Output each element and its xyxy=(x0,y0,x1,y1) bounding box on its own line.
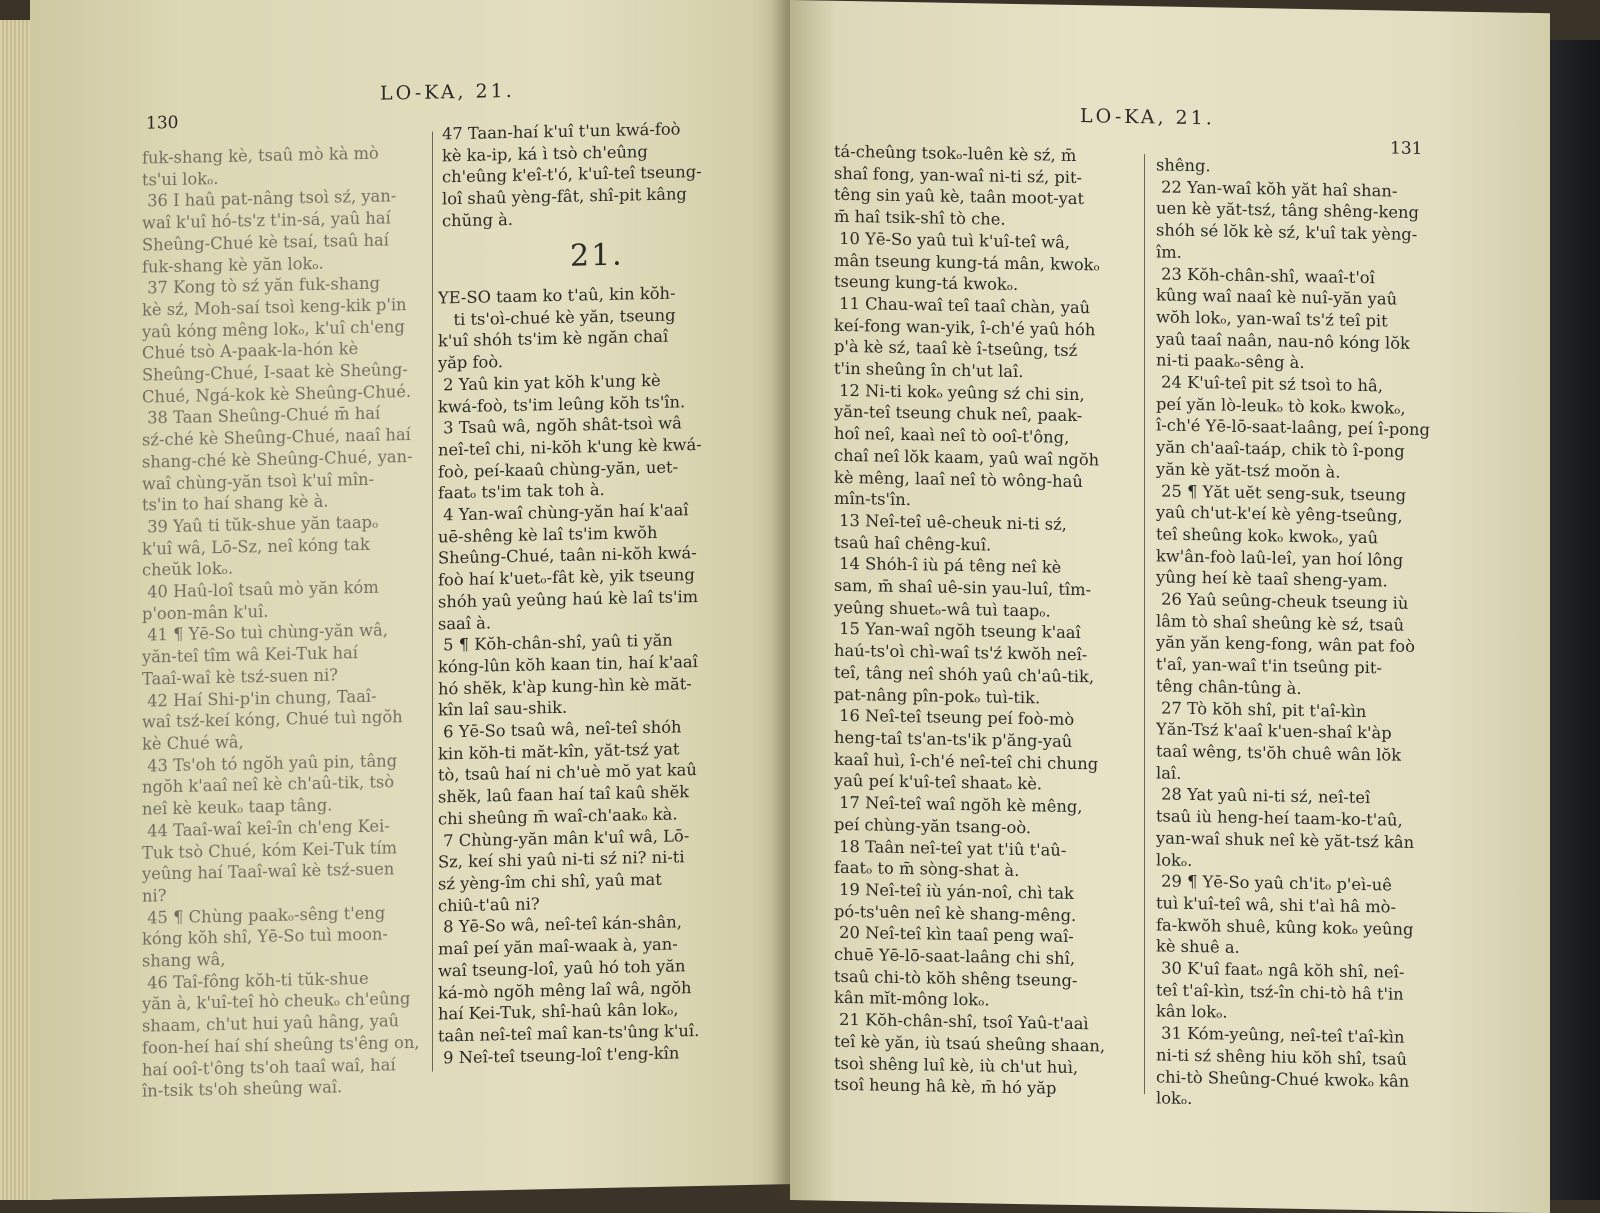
text-line: kè shuê a. xyxy=(1156,936,1240,958)
text-line: 31 Kóm-yeûng, neî-teî t'aî-kìn xyxy=(1156,1023,1405,1047)
text-line: hoî neî, kaaì neî tò ooî-t'ông, xyxy=(834,423,1070,448)
text-line: Taaî-waî kè tsź-suen ni? xyxy=(142,665,338,689)
text-line: taaî wêng, ts'ŏh chuê wân lŏk xyxy=(1156,741,1402,765)
text-line: 24 K'uî-teî pit sź tsoì to hâ, xyxy=(1156,372,1383,396)
text-line: în-tsik ts'oh sheûng waî. xyxy=(142,1077,343,1101)
text-line: heng-taî ts'an-ts'ik p'ăng-yaû xyxy=(834,727,1073,751)
text-line: kaaî huì, î-ch'é neî-teî chi chung xyxy=(834,749,1099,774)
text-line: 14 Shóh-î iù pá têng neî kè xyxy=(834,554,1062,578)
text-line: yăn ch'aaî-taáp, chik tò î-pong xyxy=(1156,437,1405,461)
text-line: kîn laî sau-shik. xyxy=(438,698,568,720)
text-line: shang wâ, xyxy=(142,949,226,971)
text-line: 25 ¶ Yăt uĕt seng-suk, tseung xyxy=(1156,480,1406,505)
text-line: 21 Kŏh-chân-shî, tsoî Yaû-t'aaì xyxy=(834,1009,1089,1034)
text-line: yăn à, k'uî-teî hò cheukₒ ch'eûng xyxy=(142,989,411,1015)
text-line: 6 Yē-So tsaû wâ, neî-teî shóh xyxy=(438,717,682,742)
text-line: shêng. xyxy=(1156,155,1211,176)
text-line: 9 Neî-teî tseung-loî t'eng-kîn xyxy=(438,1043,680,1068)
text-line: waî tseung-loî, yaû hó toh yăn xyxy=(438,956,686,981)
text-line: Chué, Ngá-kok kè Sheûng-Chué. xyxy=(142,381,412,407)
text-line: wŏh lokₒ, yan-waî ts'ź teî pit xyxy=(1156,307,1388,331)
text-line: 29 ¶ Yē-So yaû ch'itₒ p'eì-uê xyxy=(1156,871,1392,895)
text-line: k'uî wâ, Lō-Sz, neî kóng tak xyxy=(142,534,370,559)
text-line: 10 Yē-So yaû tuì k'uî-teî wâ, xyxy=(834,228,1070,252)
text-line: kwá-foò, ts'im leûng kŏh ts'în. xyxy=(438,391,686,416)
text-line: waî chùng-yăn tsoì k'uî mîn- xyxy=(142,469,375,494)
text-line: yăp foò. xyxy=(438,352,504,373)
text-line: foò haí k'uetₒ-fât kè, yik tseung xyxy=(438,565,695,590)
text-line: 11 Chau-waî teî taaî chàn, yaû xyxy=(834,293,1091,318)
right-page-column-2 xyxy=(1156,154,1456,1119)
text-line: yăn-teî tseung chuk neî, paak- xyxy=(834,402,1083,426)
text-line: waî k'uî hó-ts'z t'in-sá, yaû haí xyxy=(142,208,391,233)
text-line: haú-ts'oì chì-waî ts'ź kwŏh neî- xyxy=(834,640,1088,665)
text-line: lokₒ. xyxy=(1156,1088,1193,1109)
text-line: t'aî, yan-waî t'in tseûng pit- xyxy=(1156,654,1382,678)
text-line: teî t'aî-kìn, tsź-în chi-tò hâ t'in xyxy=(1156,980,1404,1004)
text-line: 2 Yaû kin yat kŏh k'ung kè xyxy=(438,370,661,395)
text-line: kûng waî naaî kè nuî-yăn yaû xyxy=(1156,285,1398,309)
text-line: yăn kè yăt-tsź moŏn à. xyxy=(1156,459,1341,482)
running-head-right: LO-KA, 21. xyxy=(1080,105,1215,130)
text-line: yăn-teî tîm wâ Kei-Tuk haí xyxy=(142,643,358,667)
text-line: 40 Haû-loî tsaû mò yăn kóm xyxy=(142,577,379,602)
text-line: faatₒ to m̄ sòng-shat à. xyxy=(834,857,1020,881)
text-line: 36 I haû pat-nâng tsoì sź, yan- xyxy=(142,186,397,212)
left-page-column-2-continuation xyxy=(442,117,742,243)
left-page xyxy=(30,0,790,1200)
text-line: 44 Taaî-waî keî-în ch'eng Kei- xyxy=(142,816,390,841)
text-line: Sz, keí shi yaû ni-ti sź ni? ni-ti xyxy=(438,847,685,872)
chapter-number: 21. xyxy=(570,237,624,274)
text-line: YE-SO taam ko t'aû, kin kŏh- xyxy=(438,283,676,308)
text-line: chi-tò Sheûng-Chué kwokₒ kân xyxy=(1156,1066,1410,1091)
text-line: 16 Neî-teî tseung peí foò-mò xyxy=(834,706,1075,730)
text-line: 46 Taî-fông kŏh-ti tŭk-shue xyxy=(142,968,369,993)
text-line: tsaû iù heng-heí taam-ko-t'aû, xyxy=(1156,806,1403,830)
text-line: Sheûng-Chué, taân ni-kŏh kwá- xyxy=(438,543,697,568)
text-line: yan-waî shuk neî kè yăt-tsź kân xyxy=(1156,828,1415,852)
text-line: 18 Taân neî-teî yat t'iû t'aû- xyxy=(834,836,1067,860)
text-line: teî sheûng kokₒ kwokₒ, yaû xyxy=(1156,524,1379,548)
text-line: maî peí yăn maî-waak à, yan- xyxy=(438,934,678,959)
text-line: 8 Yē-So wâ, neî-teî kán-shân, xyxy=(438,912,682,937)
text-line: pat-nâng pîn-pokₒ tuì-tik. xyxy=(834,684,1041,707)
text-line: neî-teî chi, ni-kŏh k'ung kè kwá- xyxy=(438,434,702,460)
text-line: Sheûng-Chué, I-saat kè Sheûng- xyxy=(142,360,408,385)
text-line: 13 Neî-teî uê-cheuk ni-ti sź, xyxy=(834,510,1067,534)
text-line: ni-ti paakₒ-sêng à. xyxy=(1156,350,1305,373)
text-line: Sheûng-Chué kè tsaí, tsaû haí xyxy=(142,230,389,255)
text-line: lâm tò shaî sheûng kè sź, tsaû xyxy=(1156,611,1405,635)
text-line: shaam, ch'ut hui yaû hâng, yaû xyxy=(142,1011,400,1036)
text-line: haí Kei-Tuk, shî-haû kân lokₒ, xyxy=(438,999,679,1024)
text-line: kân mĭt-mông lokₒ. xyxy=(834,988,990,1010)
text-line: kè mêng, laaî neî tò wông-haû xyxy=(834,467,1083,491)
text-line: sź yèng-îm chi shî, yaû mat xyxy=(438,869,662,894)
text-line: keí-fong wan-yik, î-ch'é yaû hóh xyxy=(834,315,1096,339)
text-line: chiû-t'aû ni? xyxy=(438,894,540,916)
text-line: yăn yăn keng-fong, wân pat foò xyxy=(1156,632,1415,657)
text-line: 26 Yaû seûng-cheuk tseung iù xyxy=(1156,589,1409,613)
text-line: shaî fong, yan-waî ni-ti sź, pit- xyxy=(834,163,1083,187)
right-page-column-1 xyxy=(834,141,1142,1106)
text-line: shóh sé lŏk kè sź, k'uî tak yèng- xyxy=(1156,220,1418,245)
text-line: kè Chué wâ, xyxy=(142,732,244,754)
text-line: loî shaû yèng-fât, shî-pit kâng xyxy=(442,184,687,209)
text-line: îm. xyxy=(1156,242,1182,262)
text-line: uen kè yăt-tsź, tâng shêng-keng xyxy=(1156,198,1419,223)
text-line: 20 Neî-teî kìn taaî peng waî- xyxy=(834,923,1074,947)
text-line: saaî à. xyxy=(438,612,492,634)
text-line: m̄ haî tsik-shî tò che. xyxy=(834,206,1006,229)
text-line: mân tseung kung-tá mân, kwokₒ xyxy=(834,250,1100,274)
text-line: 22 Yan-waî kŏh yăt haî shan- xyxy=(1156,177,1398,201)
text-line: 12 Ni-ti kokₒ yeûng sź chi sin, xyxy=(834,380,1085,404)
text-line: kin kŏh-ti măt-kîn, yăt-tsź yat xyxy=(438,739,680,764)
text-line: î-ch'é Yē-lō-saat-laâng, peí î-pong xyxy=(1156,415,1430,440)
text-line: chuē Yē-lō-saat-laâng chi shî, xyxy=(834,944,1076,968)
text-line: 47 Taan-haí k'uî t'un kwá-foò xyxy=(442,119,681,144)
right-page xyxy=(790,0,1550,1213)
text-line: yeûng shuetₒ-wâ tuì taapₒ. xyxy=(834,597,1051,621)
text-line: 30 K'uî faatₒ ngâ kŏh shî, neî- xyxy=(1156,958,1405,982)
text-line: yaû peí k'uî-teî shaatₒ kè. xyxy=(834,771,1043,794)
text-line: ngŏh k'aaî neî kè ch'aû-tik, tsò xyxy=(142,772,395,798)
text-line: ts'in to haí shang kè à. xyxy=(142,491,329,515)
text-line: teî, tâng neî shóh yaû ch'aû-tik, xyxy=(834,662,1095,687)
text-line: faatₒ ts'im tak toh à. xyxy=(438,480,605,503)
text-line: tseung kung-tá kwokₒ. xyxy=(834,271,1019,295)
text-line: yaû taaî naân, nau-nô kóng lŏk xyxy=(1156,329,1410,353)
text-line: shĕk, laû faan haí taî kaû shĕk xyxy=(438,782,690,807)
text-line: fuk-shang kè yăn lokₒ. xyxy=(142,253,324,277)
text-line: 19 Neî-teî iù yán-noî, chì tak xyxy=(834,879,1074,903)
page-number-right: 131 xyxy=(1390,138,1423,160)
text-line: haí ooî-t'ông ts'oh taaî waî, haí xyxy=(142,1054,396,1080)
text-line: Tuk tsò Chué, kóm Kei-Tuk tím xyxy=(142,837,398,863)
text-line: 27 Tò kŏh shî, pit t'aî-kìn xyxy=(1156,697,1367,721)
text-line: sam, m̄ shaî uê-sin yau-luî, tîm- xyxy=(834,575,1092,600)
text-line: foò, peí-kaaû chùng-yăn, uet- xyxy=(438,457,679,482)
text-line: ni? xyxy=(142,886,167,906)
left-page-column-1 xyxy=(142,142,432,1108)
text-line: 39 Yaû ti tŭk-shue yăn taapₒ xyxy=(142,512,379,537)
text-line: Chué tsò A-paak-la-hón kè xyxy=(142,339,359,363)
text-line: yaû kóng mêng lokₒ, k'uî ch'eng xyxy=(142,316,405,342)
text-line: fa-kwŏh shuê, kûng kokₒ yeûng xyxy=(1156,914,1414,939)
text-line: tsaû chi-tò kŏh shêng tseung- xyxy=(834,966,1078,990)
text-line: 7 Chùng-yăn mân k'uî wâ, Lō- xyxy=(438,825,690,851)
text-line: chi sheûng m̄ waî-ch'aakₒ kà. xyxy=(438,804,678,829)
text-line: têng chân-tûng à. xyxy=(1156,676,1302,698)
column-rule xyxy=(1144,154,1145,1094)
text-line: têng sin yaû kè, taân moot-yat xyxy=(834,185,1085,209)
text-line: 37 Kong tò sź yăn fuk-shang xyxy=(142,273,380,298)
text-line: cheŭk lokₒ. xyxy=(142,559,234,581)
text-line: chŭng à. xyxy=(442,209,514,231)
text-line: waî tsź-keí kóng, Chué tuì ngŏh xyxy=(142,707,403,732)
text-line: foon-heí haí shí sheûng ts'êng on, xyxy=(142,1032,420,1058)
running-head-left: LO-KA, 21. xyxy=(380,79,515,105)
text-line: 41 ¶ Yē-So tuì chùng-yăn wâ, xyxy=(142,620,388,646)
column-rule xyxy=(432,132,433,1072)
text-line: ch'eûng k'eî-t'ó, k'uî-teî tseung- xyxy=(442,162,702,187)
text-line: pó-ts'uên neî kè shang-mêng. xyxy=(834,901,1077,925)
text-line: kóng kŏh shî, Yē-So tuì moon- xyxy=(142,924,388,949)
text-line: 23 Kŏh-chân-shî, waaî-t'oî xyxy=(1156,263,1375,287)
text-line: ts'ui lokₒ. xyxy=(142,168,219,190)
text-line: 28 Yat yaû ni-ti sź, neî-teî xyxy=(1156,784,1371,808)
text-line: neî kè keukₒ taap tâng. xyxy=(142,795,333,819)
text-line: tsoì shêng luî kè, iù ch'ut huì, xyxy=(834,1053,1079,1077)
text-line: yaû ch'ut-k'eí kè yêng-tseûng, xyxy=(1156,502,1403,526)
text-line: 5 ¶ Kŏh-chân-shî, yaû ti yăn xyxy=(438,630,673,655)
text-line: k'uî shóh ts'im kè ngăn chaî xyxy=(438,327,669,351)
text-line: tuì k'uî-teî wâ, shi t'aì hâ mò- xyxy=(1156,893,1396,917)
text-line: lokₒ. xyxy=(1156,849,1193,870)
text-line: p'à kè sź, taaî kè î-tseûng, tsź xyxy=(834,337,1078,361)
text-line: yeûng haí Taaî-waî kè tsź-suen xyxy=(142,859,395,884)
text-line: chaî neî lŏk kaam, yaû waî ngŏh xyxy=(834,445,1100,470)
text-line: p'oon-mân k'uî. xyxy=(142,601,269,624)
text-line: kè sź, Moh-saí tsoì keng-kik p'in xyxy=(142,295,407,320)
text-line: 4 Yan-waî chùng-yăn haí k'aaî xyxy=(438,500,689,525)
text-line: taân neî-teî maî kan-ts'ûng k'uî. xyxy=(438,1020,700,1046)
text-line: shóh yaû yeûng haú kè laî ts'im xyxy=(438,586,699,612)
text-line: mîn-ts'în. xyxy=(834,489,911,510)
text-line: ká-mò ngŏh mêng laî wâ, ngŏh xyxy=(438,977,692,1002)
text-line: fuk-shang kè, tsaû mò kà mò xyxy=(142,143,379,168)
text-line: 38 Taan Sheûng-Chué m̄ haí xyxy=(142,404,381,429)
text-line: 45 ¶ Chùng paakₒ-sêng t'eng xyxy=(142,903,386,928)
text-line: 15 Yan-waî ngŏh tseung k'aaî xyxy=(834,619,1081,643)
text-line: 42 Haí Shi-p'in chung, Taaî- xyxy=(142,686,377,711)
text-line: Yăn-Tsź k'aaî k'uen-shaî k'àp xyxy=(1156,719,1392,743)
text-line: tò, tsaû haí ni ch'uè mŏ yat kaû xyxy=(438,760,697,785)
page-number-left: 130 xyxy=(146,112,179,134)
left-page-column-2 xyxy=(438,281,748,1087)
text-line: laî. xyxy=(1156,763,1182,783)
text-line: tsaû haî chêng-kuî. xyxy=(834,532,992,555)
text-line: ni-ti sź shêng hiu kŏh shî, tsaû xyxy=(1156,1045,1407,1069)
text-line: 43 Ts'oh tó ngŏh yaû pin, tâng xyxy=(142,750,398,776)
text-line: tá-cheûng tsokₒ-luên kè sź, m̄ xyxy=(834,141,1077,165)
text-line: tsoî heung hâ kè, m̄ hó yăp xyxy=(834,1075,1057,1098)
text-line: teî kè yăn, iù tsaú sheûng shaan, xyxy=(834,1031,1106,1056)
text-line: ti ts'oì-chué kè yăn, tseung xyxy=(438,305,676,330)
text-line: kè ka-ip, ká ì tsò ch'eûng xyxy=(442,141,648,166)
text-line: 17 Neî-teî waî ngŏh kè mêng, xyxy=(834,792,1083,817)
text-line: t'in sheûng în ch'ut laî. xyxy=(834,358,1024,382)
text-line: peí chùng-yăn tsang-oò. xyxy=(834,814,1032,838)
text-line: hó shĕk, k'àp kung-hìn kè măt- xyxy=(438,673,692,699)
text-line: kóng-lûn kŏh kaan tin, haí k'aaî xyxy=(438,651,698,677)
text-line: uē-shêng kè laî ts'im kwŏh xyxy=(438,522,658,547)
text-line: 3 Tsaû wâ, ngŏh shât-tsoì wâ xyxy=(438,413,682,438)
text-line: peí yăn lò-leukₒ tò kokₒ kwokₒ, xyxy=(1156,394,1406,418)
text-line: sź-ché kè Sheûng-Chué, naaî haí xyxy=(142,425,411,450)
text-line: shang-ché kè Sheûng-Chué, yan- xyxy=(142,446,413,472)
text-line: kw'ân-foò laû-leî, yan hoí lông xyxy=(1156,546,1404,570)
text-line: kân lokₒ. xyxy=(1156,1001,1228,1023)
text-line: yûng heí kè taaî sheng-yam. xyxy=(1156,567,1388,591)
